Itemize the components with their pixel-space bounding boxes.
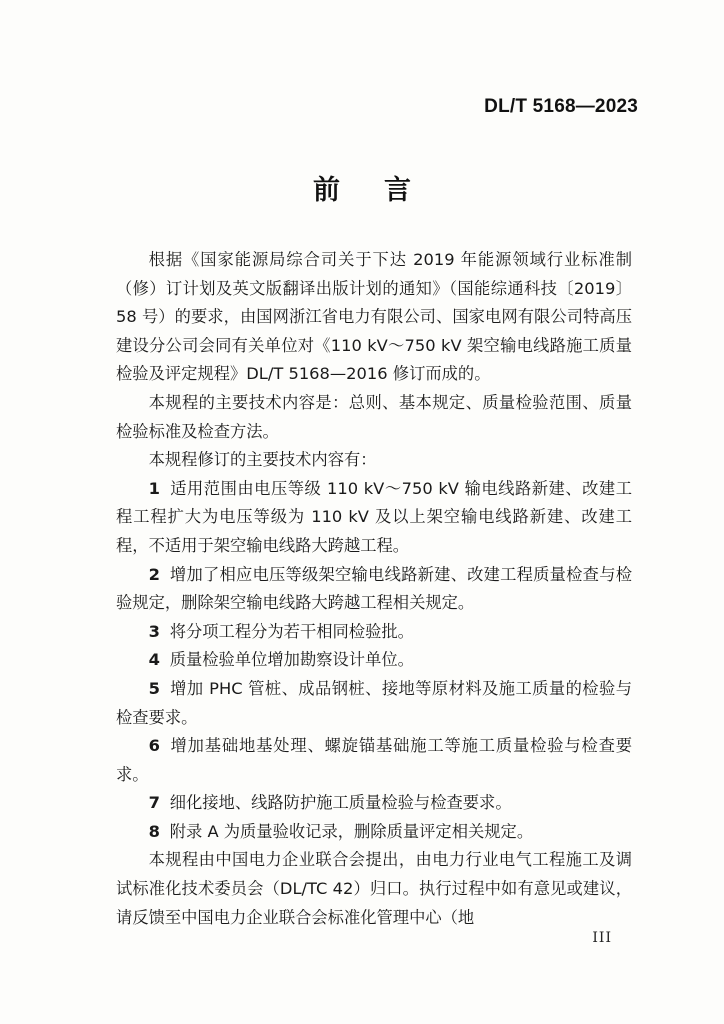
paragraph-revision-intro: 本规程修订的主要技术内容有： (148, 450, 377, 470)
title-char-2: 言 (384, 175, 411, 206)
revision-item-number: 5 (148, 678, 160, 698)
revision-item-text: 将分项工程分为若干相同检验批。 (169, 621, 414, 641)
revision-item (116, 818, 632, 847)
revision-item-text: 质量检验单位增加勘察设计单位。 (169, 650, 414, 670)
revision-item-number: 7 (148, 793, 160, 813)
revision-item-number: 2 (148, 564, 160, 584)
revision-item (116, 475, 632, 561)
revision-item (116, 789, 632, 818)
revision-item-number: 8 (148, 821, 160, 841)
title-char-1: 前 (313, 175, 340, 206)
preface-body (116, 246, 632, 932)
revision-item-text: 附录 A 为质量验收记录，删除质量评定相关规定。 (169, 821, 534, 841)
paragraph-basis: 根据《国家能源局综合司关于下达 2019 年能源领域行业标准制（修）订计划及英文版翻译出版计划的通知》（国能综通科技〔2019〕58 号）的要求，由国网浙江省电力有限公司、国家电网有限公司特高压建设分公司会同有关单位对《110 kV～750 kV 架空输电线路施工质量检验及评定规程》DL/T 5168—2016 修订而成的。 (116, 250, 632, 384)
revision-item (116, 646, 632, 675)
paragraph-feedback: 本规程由中国电力企业联合会提出，由电力行业电气工程施工及调试标准化技术委员会（DL/TC 42）归口。执行过程中如有意见或建议，请反馈至中国电力企业联合会标准化管理中心（地 (116, 850, 632, 927)
revision-item-text: 增加 PHC 管桩、成品钢桩、接地等原材料及施工质量的检验与检查要求。 (116, 678, 632, 727)
revision-item (116, 618, 632, 647)
paragraph-main-content: 本规程的主要技术内容是：总则、基本规定、质量检验范围、质量检验标准及检查方法。 (116, 392, 632, 441)
revision-item (116, 675, 632, 732)
revision-item-number: 1 (148, 478, 160, 498)
revision-item-number: 4 (148, 650, 160, 670)
page-title (0, 168, 724, 207)
revision-item-number: 3 (148, 621, 160, 641)
revision-item-text: 增加基础地基处理、螺旋锚基础施工等施工质量检验与检查要求。 (116, 736, 632, 784)
revision-item-text: 增加了相应电压等级架空输电线路新建、改建工程质量检查与检验规定，删除架空输电线路大跨越工程相关规定。 (116, 564, 632, 613)
revision-item-text: 细化接地、线路防护施工质量检验与检查要求。 (169, 793, 512, 813)
revision-item (116, 561, 632, 618)
revision-item-number: 6 (148, 736, 160, 756)
revision-item-text: 适用范围由电压等级 110 kV～750 kV 输电线路新建、改建工程工程扩大为电压等级为 110 kV 及以上架空输电线路新建、改建工程，不适用于架空输电线路大跨越工程。 (116, 478, 632, 555)
page-number: III (592, 930, 612, 946)
document-code: DL/T 5168—2023 (484, 96, 638, 117)
revision-item (116, 732, 632, 789)
